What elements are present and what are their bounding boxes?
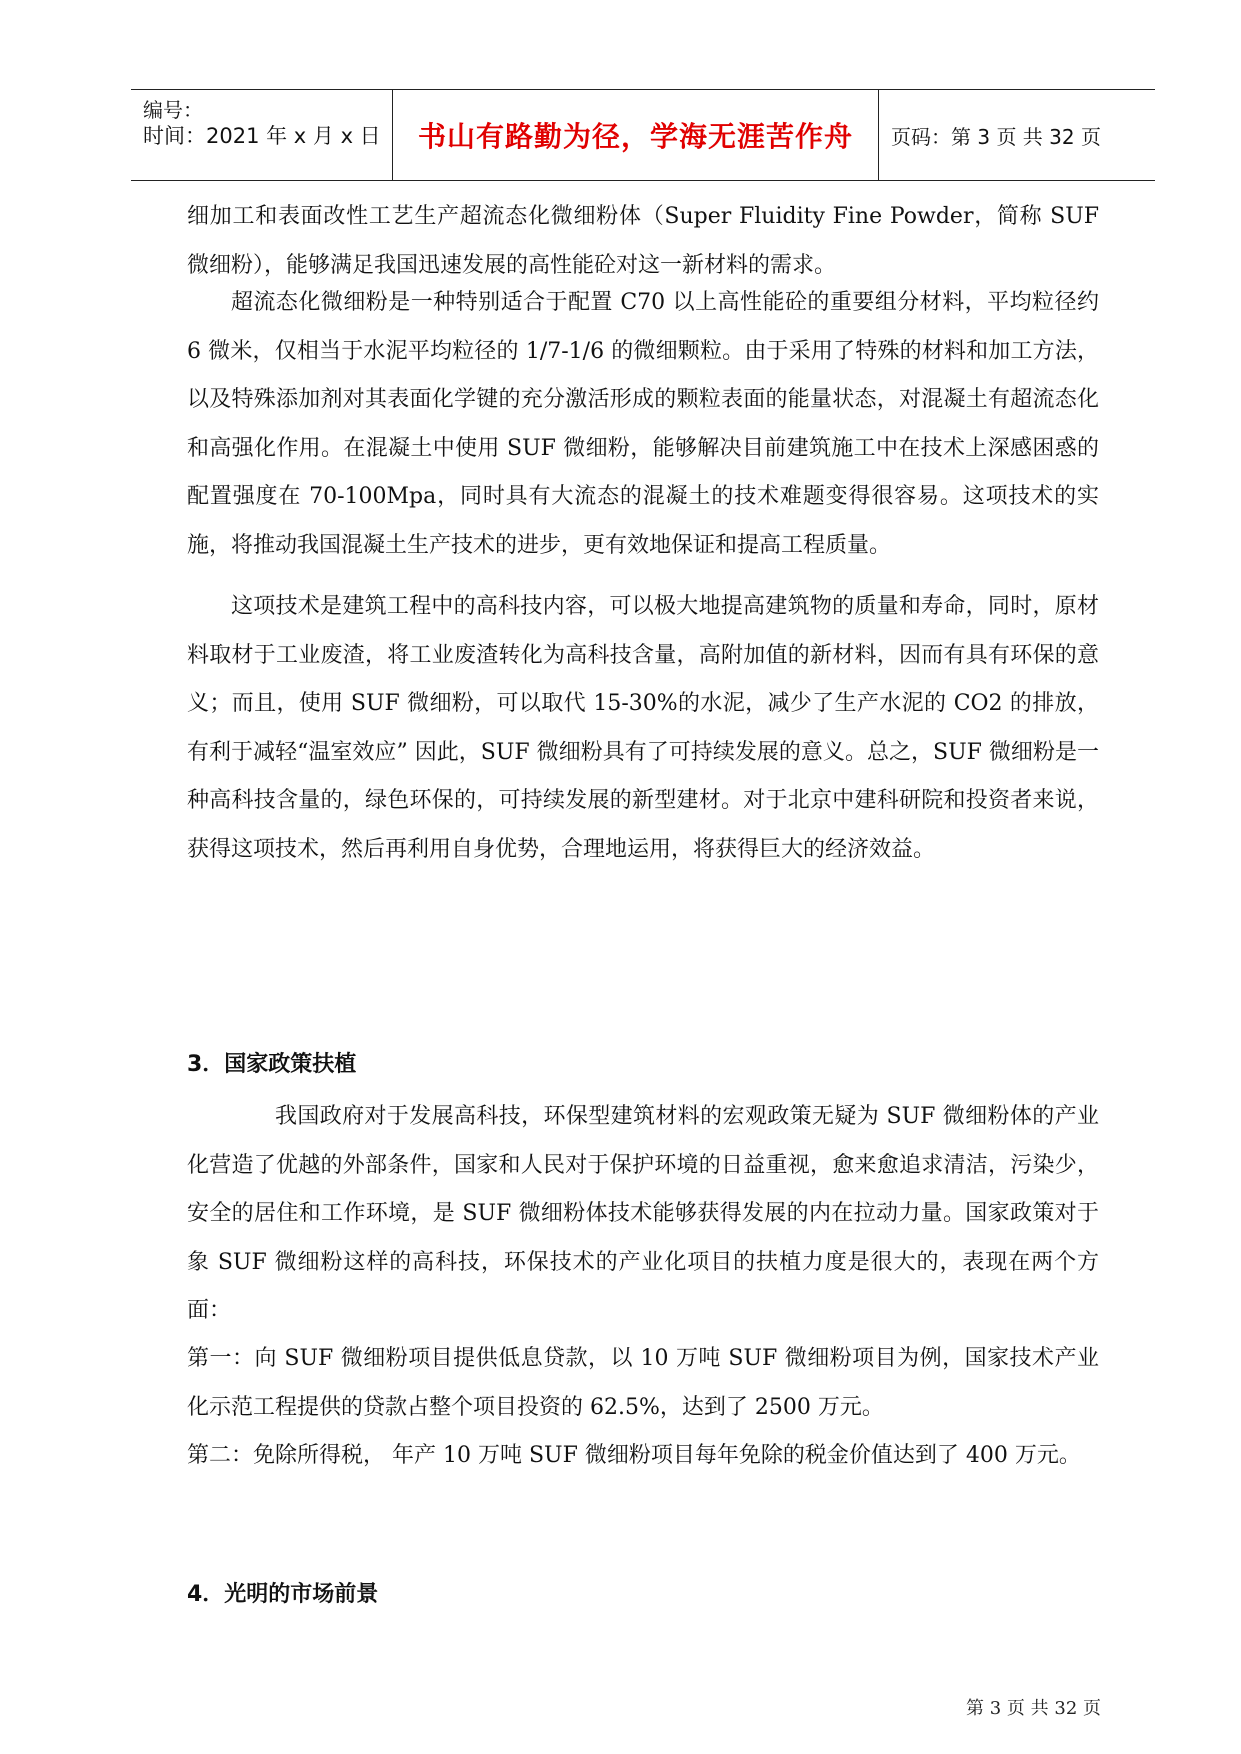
document-time-label: 时间：2021 年 x 月 x 日	[143, 124, 381, 148]
page-footer: 第 3 页 共 32 页	[966, 1698, 1101, 1719]
paragraph-1: 细加工和表面改性工艺生产超流态化微细粉体（Super Fluidity Fine Powder，简称 SUF 微细粉），能够满足我国迅速发展的高性能砼对这一新材料的需求。	[187, 204, 1099, 278]
paragraph-6: 第二：免除所得税， 年产 10 万吨 SUF 微细粉项目每年免除的税金价值达到了 400 万元。	[187, 1443, 1081, 1468]
document-number-label: 编号：	[143, 98, 203, 122]
header-meta	[131, 90, 392, 180]
section-heading-4: 4．光明的市场前景	[187, 1582, 379, 1607]
paragraph-5: 第一：向 SUF 微细粉项目提供低息贷款，以 10 万吨 SUF 微细粉项目为例，国家技术产业化示范工程提供的贷款占整个项目投资的 62.5%，达到了 2500 万元。	[187, 1346, 1099, 1420]
paragraph-4: 我国政府对于发展高科技，环保型建筑材料的宏观政策无疑为 SUF 微细粉体的产业化营造了优越的外部条件，国家和人民对于保护环境的日益重视，愈来愈追求清洁，污染少，安全的居住和工作环境，是 SUF 微细粉体技术能够获得发展的内在拉动力量。国家政策对于象 SUF 微细粉这样的高科技，环保技术的产业化项目的扶植力度是很大的，表现在两个方面：	[187, 1104, 1099, 1323]
header-page-label: 页码：第 3 页 共 32 页	[891, 124, 1101, 149]
header-motto: 书山有路勤为径，学海无涯苦作舟	[417, 120, 853, 153]
page-header	[131, 89, 1155, 181]
header-motto-cell	[392, 90, 879, 180]
section-heading-3: 3．国家政策扶植	[187, 1052, 357, 1077]
paragraph-2: 超流态化微细粉是一种特别适合于配置 C70 以上高性能砼的重要组分材料，平均粒径约 6 微米，仅相当于水泥平均粒径的 1/7-1/6 的微细颗粒。由于采用了特殊的材料和加工方法，以及特殊添加剂对其表面化学键的充分激活形成的颗粒表面的能量状态，对混凝土有超流态化和高强化作用。在混凝土中使用 SUF 微细粉，能够解决目前建筑施工中在技术上深感困惑的配置强度在 70-100Mpa，同时具有大流态的混凝土的技术难题变得很容易。这项技术的实施，将推动我国混凝土生产技术的进步，更有效地保证和提高工程质量。	[187, 290, 1099, 558]
header-page-cell	[879, 90, 1155, 180]
paragraph-3: 这项技术是建筑工程中的高科技内容，可以极大地提高建筑物的质量和寿命，同时，原材料取材于工业废渣，将工业废渣转化为高科技含量，高附加值的新材料，因而有具有环保的意义；而且，使用 SUF 微细粉，可以取代 15-30%的水泥，减少了生产水泥的 CO2 的排放，有利于减轻“温室效应” 因此，SUF 微细粉具有了可持续发展的意义。总之，SUF 微细粉是一种高科技含量的，绿色环保的，可持续发展的新型建材。对于北京中建科研院和投资者来说，获得这项技术，然后再利用自身优势，合理地运用，将获得巨大的经济效益。	[187, 594, 1099, 862]
